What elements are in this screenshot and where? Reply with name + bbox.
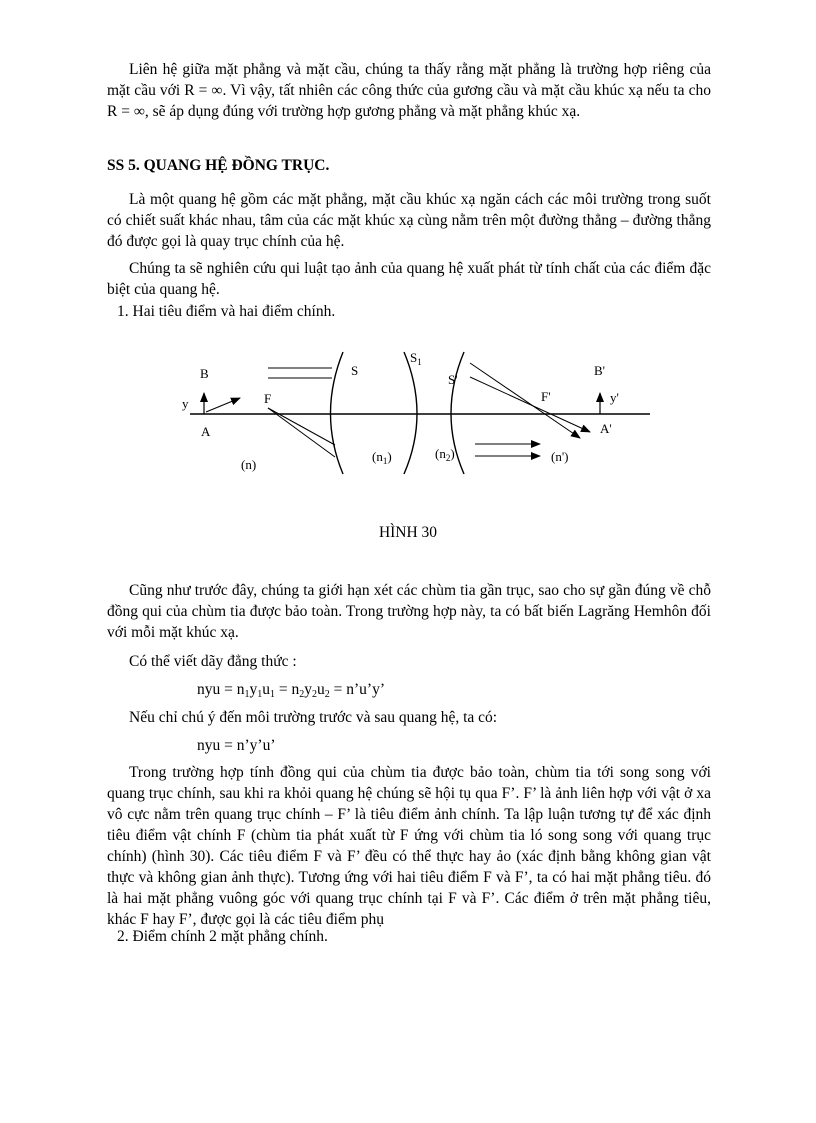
label-S-prime: S' xyxy=(448,372,458,387)
right-ray-1 xyxy=(470,363,580,438)
section-paragraph-1: Là một quang hệ gồm các mặt phẳng, mặt cầu khúc xạ ngăn cách các môi trường trong suốt có chiết suất khác nhau, tâm của các mặt khúc xạ cùng nằm trên một đường thẳng – đường thẳng đó được gọi là quay trục chính của hệ. xyxy=(107,191,711,250)
equality-intro: Có thể viết dãy đẳng thức : xyxy=(129,653,297,670)
section-paragraph-2: Chúng ta sẽ nghiên cứu qui luật tạo ảnh của quang hệ xuất phát từ tính chất của các điểm đặc biệt của quang hệ. xyxy=(107,260,711,298)
surface-s xyxy=(331,352,344,474)
label-medium-n1: $(n_1)$ xyxy=(372,449,392,466)
label-y: y xyxy=(182,396,189,411)
label-A-prime: A' xyxy=(600,421,612,436)
label-F: F xyxy=(264,391,272,406)
label-B-prime: B' xyxy=(594,363,606,378)
label-medium-n-prime: (n') xyxy=(551,449,569,464)
figure-caption: HÌNH 30 xyxy=(378,524,438,541)
right-ray-2 xyxy=(470,377,590,432)
label-B: B xyxy=(200,366,209,381)
incident-ray-arrow xyxy=(206,398,240,412)
label-F-prime: F' xyxy=(541,389,551,404)
label-S1: $S_1$ xyxy=(410,350,422,367)
list-item-2: 2. Điểm chính 2 mặt phẳng chính. xyxy=(117,928,328,945)
label-A: A xyxy=(201,424,211,439)
body-paragraph-4: Trong trường hợp tính đồng qui của chùm tia được bảo toàn, chùm tia tới song song với quang trục chính, sau khi ra khỏi quang hệ chúng sẽ hội tụ qua F’. F’ là ảnh liên hợp với vật ở xa vô cực nằm trên quang trục chính – F’ là tiêu điểm ảnh chính. Ta lập luận tương tự để xác định tiêu điểm vật chính F (chùm tia phát xuất từ F ứng với chùm tia ló song song với quang trục chính) (hình 30). Các tiêu điểm F và F’ đều có thể thực hay ảo (xác định bằng không gian vật thực và không gian ảnh thực). Tương ứng với hai tiêu điểm F và F’, ta có hai mặt phẳng tiêu. đó là hai mặt phẳng vuông góc với quang trục chính tại F và F’. Các điểm ở trên mặt phẳng tiêu, khác F hay F’, được gọi là các tiêu điểm phụ xyxy=(107,764,711,928)
label-S: S xyxy=(351,363,359,378)
intro-paragraph: Liên hệ giữa mặt phẳng và mặt cầu, chúng ta thấy rằng mặt phẳng là trường hợp riêng của mặt cầu với R = ∞. Vì vậy, tất nhiên các công thức của gương cầu và mặt cầu khúc xạ nếu ta cho R = ∞, sẽ áp dụng đúng với trường hợp gương phẳng và mặt phẳng khúc xạ. xyxy=(107,61,711,120)
label-y-prime: y' xyxy=(610,390,619,405)
body-paragraph-3: Cũng như trước đây, chúng ta giới hạn xét các chùm tia gần trục, sao cho sự gần đúng về chỗ đồng qui của chùm tia được bảo toàn. Trong trường hợp này, ta có bất biến Lagrăng Hemhôn đối với mỗi mặt khúc xạ. xyxy=(107,582,711,641)
figure-30 xyxy=(0,0,816,520)
label-medium-n: (n) xyxy=(241,457,257,472)
note-line: Nếu chỉ chú ý đến môi trường trước và sau quang hệ, ta có: xyxy=(129,709,498,726)
equation-2: nyu = n’y’u’ xyxy=(197,737,276,754)
section-heading: SS 5. QUANG HỆ ĐỒNG TRỤC. xyxy=(107,157,330,174)
surface-s1 xyxy=(404,352,417,474)
left-ray-4 xyxy=(268,408,335,457)
equation-1: nyu = $n_1y_1u_1 = n_2y_2u_2$ = n’u’y’ xyxy=(197,681,385,700)
label-medium-n2: $(n_2)$ xyxy=(435,446,455,463)
list-item-1: 1. Hai tiêu điểm và hai điểm chính. xyxy=(117,303,336,320)
